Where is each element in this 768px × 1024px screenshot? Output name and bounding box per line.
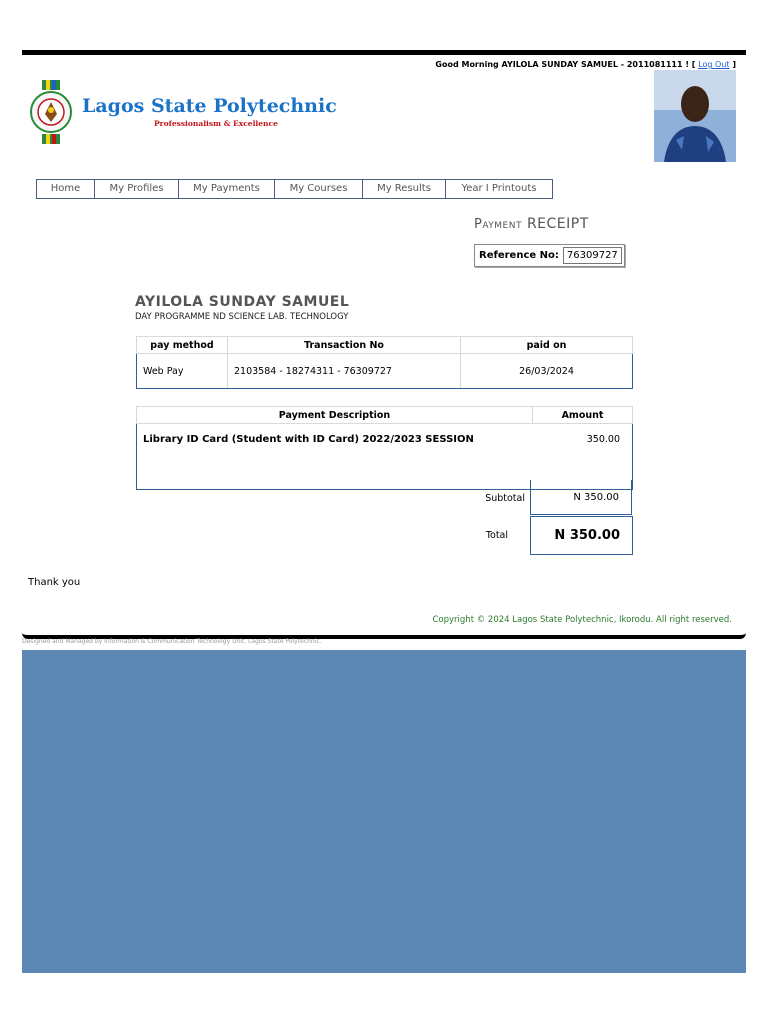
greeting-close: ] — [732, 60, 736, 69]
nav-my-payments[interactable]: My Payments — [179, 180, 275, 198]
subtotal-value: N 350.00 — [573, 491, 619, 503]
reference-box — [474, 244, 625, 267]
total-box — [530, 516, 633, 555]
reference-value: 76309727 — [563, 247, 622, 264]
main-nav — [36, 179, 553, 199]
table-header-row — [137, 407, 633, 424]
student-photo-avatar — [654, 70, 736, 162]
nav-my-profiles[interactable]: My Profiles — [95, 180, 179, 198]
student-programme: DAY PROGRAMME ND SCIENCE LAB. TECHNOLOGY — [135, 312, 349, 322]
col-pay-method: pay method — [137, 337, 228, 354]
designed-by-text: Designed and Managed by Information & Communication Technology Unit, Lagos State Polytechnic. — [22, 638, 322, 645]
main-frame — [22, 50, 746, 639]
cell-pay-method: Web Pay — [137, 354, 228, 389]
school-name: Lagos State Polytechnic — [82, 95, 337, 117]
logout-link[interactable]: Log Out — [698, 60, 730, 69]
payment-description-table — [136, 406, 633, 490]
cell-paid-on: 26/03/2024 — [461, 354, 633, 389]
col-payment-description: Payment Description — [137, 407, 533, 424]
payment-info-table — [136, 336, 633, 389]
greeting-text: Good Morning AYILOLA SUNDAY SAMUEL - 2011081111 ! [ — [435, 60, 696, 69]
school-tagline: Professionalism & Excellence — [154, 119, 278, 128]
cell-amount: 350.00 — [533, 424, 633, 490]
nav-my-results[interactable]: My Results — [363, 180, 446, 198]
reference-label: Reference No: — [479, 250, 559, 261]
table-header-row — [137, 337, 633, 354]
cell-description: Library ID Card (Student with ID Card) 2022/2023 SESSION — [137, 424, 533, 490]
subtotal-box — [530, 480, 632, 515]
receipt-title-suffix: RECEIPT — [526, 216, 589, 232]
nav-home[interactable]: Home — [37, 180, 95, 198]
school-crest-icon — [30, 80, 72, 144]
greeting-bar — [435, 60, 736, 69]
nav-year-i-printouts[interactable]: Year I Printouts — [461, 183, 537, 194]
copyright-text: Copyright © 2024 Lagos State Polytechnic, Ikorodu. All right reserved. — [432, 615, 732, 625]
page-background-panel — [22, 650, 746, 973]
receipt-title-prefix: Payment — [474, 217, 522, 232]
total-label: Total — [485, 530, 508, 541]
col-amount: Amount — [533, 407, 633, 424]
nav-my-courses[interactable]: My Courses — [275, 180, 363, 198]
receipt-title — [474, 216, 589, 232]
table-row — [137, 354, 633, 389]
col-paid-on: paid on — [461, 337, 633, 354]
total-value: N 350.00 — [554, 528, 620, 543]
col-transaction-no: Transaction No — [228, 337, 461, 354]
student-name: AYILOLA SUNDAY SAMUEL — [135, 294, 350, 310]
thank-you-text: Thank you — [28, 577, 81, 588]
cell-transaction-no: 2103584 - 18274311 - 76309727 — [228, 354, 461, 389]
subtotal-label: Subtotal — [485, 493, 525, 504]
